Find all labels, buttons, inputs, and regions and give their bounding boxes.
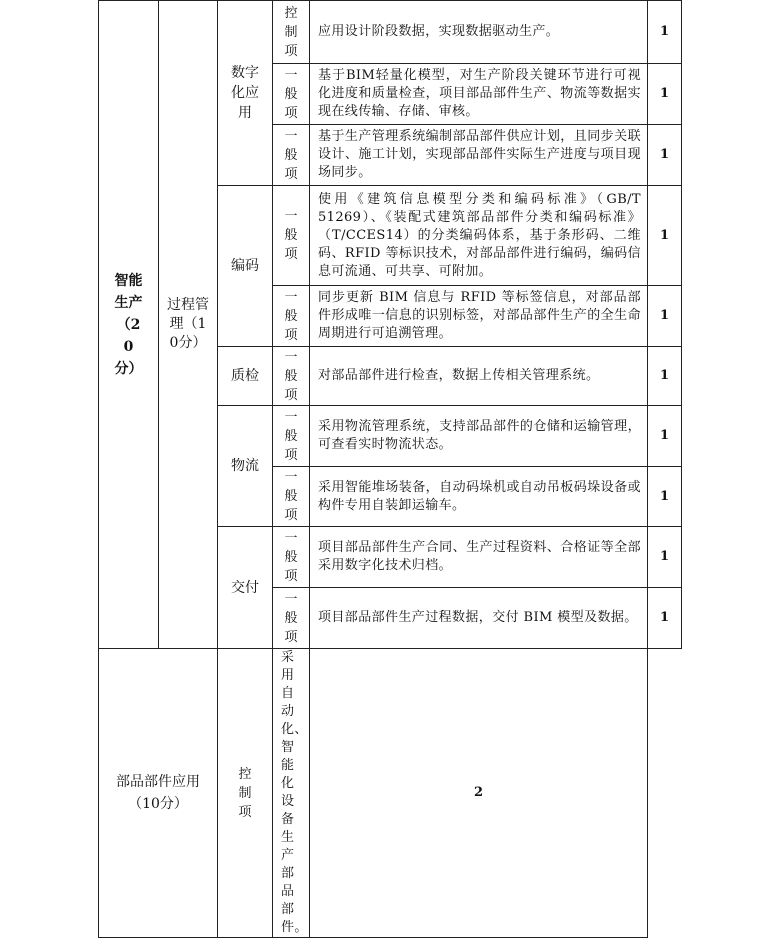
score-cell <box>648 186 682 286</box>
item-type-cell <box>218 649 273 938</box>
score-value: 1 <box>659 308 670 323</box>
sub-item-cell <box>218 186 273 347</box>
item-type: 一般项 <box>284 209 298 262</box>
item-type: 一般项 <box>284 128 298 182</box>
process-mgmt-label: 过程管理（10分） <box>167 297 209 351</box>
sub-item-label: 数字化应用 <box>231 65 259 121</box>
content-cell <box>310 588 648 649</box>
score-value: 1 <box>659 428 670 443</box>
sub-item-label: 编码 <box>231 258 259 274</box>
score-cell <box>648 286 682 347</box>
content-text: 应用设计阶段数据，实现数据驱动生产。 <box>318 24 560 39</box>
item-type-cell <box>273 125 310 186</box>
process-mgmt-cell <box>159 1 218 649</box>
item-type: 一般项 <box>284 409 298 463</box>
score-value: 1 <box>659 488 670 504</box>
score-value: 1 <box>659 147 670 162</box>
content-text: 项目部品部件生产合同、生产过程资料、合格证等全部采用数字化技术归档。 <box>318 540 641 573</box>
score-cell <box>648 406 682 467</box>
score-cell <box>648 467 682 527</box>
item-type: 一般项 <box>284 289 298 343</box>
score-cell <box>648 527 682 588</box>
sub-item-cell <box>218 347 273 406</box>
content-cell <box>310 406 648 467</box>
content-cell <box>310 1 648 64</box>
table-row <box>99 649 682 938</box>
evaluation-table <box>98 0 682 938</box>
item-type: 一般项 <box>284 470 298 523</box>
component-app-cell <box>99 649 218 938</box>
score-value: 1 <box>659 24 670 39</box>
sub-item-label: 质检 <box>231 368 259 384</box>
sub-item-cell <box>218 1 273 186</box>
item-type-cell <box>273 186 310 286</box>
item-type: 控制项 <box>238 766 252 820</box>
score-value: 1 <box>659 610 670 625</box>
content-text: 项目部品部件生产过程数据，交付 BIM 模型及数据。 <box>318 610 638 625</box>
score-value: 1 <box>659 549 670 564</box>
content-cell <box>310 347 648 406</box>
content-cell <box>310 125 648 186</box>
item-type-cell <box>273 347 310 406</box>
content-cell <box>273 649 310 938</box>
category-label: 智能生产（20分） <box>114 272 143 377</box>
item-type: 一般项 <box>284 67 298 121</box>
sub-item-cell <box>218 406 273 527</box>
content-text: 采用物流管理系统，支持部品部件的仓储和运输管理，可查看实时物流状态。 <box>318 419 641 452</box>
item-type: 控制项 <box>284 5 298 59</box>
score-value: 1 <box>659 227 670 243</box>
score-cell <box>648 64 682 125</box>
item-type: 一般项 <box>284 349 298 403</box>
item-type: 一般项 <box>284 530 298 584</box>
content-text: 同步更新 BIM 信息与 RFID 等标签信息，对部品部件形成唯一信息的识别标签，对部品部件生产的全生命周期进行可追溯管理。 <box>318 290 641 341</box>
content-cell <box>310 286 648 347</box>
content-cell <box>310 467 648 527</box>
item-type-cell <box>273 286 310 347</box>
score-value: 1 <box>659 368 670 383</box>
score-cell <box>648 125 682 186</box>
content-text: 采用自动化、智能化设备生产部品部件。 <box>281 650 308 935</box>
score-cell <box>310 649 648 938</box>
score-value: 2 <box>473 785 484 800</box>
content-text: 采用智能堆场装备，自动码垛机或自动吊板码垛设备或构件专用自装卸运输车。 <box>318 479 641 513</box>
score-cell <box>648 347 682 406</box>
sub-item-cell <box>218 527 273 649</box>
score-value: 1 <box>659 86 670 101</box>
component-app-label: 部品部件应用（10分） <box>116 774 200 812</box>
content-text: 基于生产管理系统编制部品部件供应计划，且同步关联设计、施工计划，实现部品部件实际生产进度与项目现场同步。 <box>318 129 641 180</box>
category-cell <box>99 1 159 649</box>
content-text: 基于BIM轻量化模型，对生产阶段关键环节进行可视化进度和质量检查，项目部品部件生产、物流等数据实现在线传输、存储、审核。 <box>318 68 641 119</box>
table-row <box>99 1 682 64</box>
item-type-cell <box>273 1 310 64</box>
content-cell <box>310 527 648 588</box>
score-cell <box>648 588 682 649</box>
item-type-cell <box>273 64 310 125</box>
item-type-cell <box>273 588 310 649</box>
content-text: 对部品部件进行检查，数据上传相关管理系统。 <box>318 368 600 383</box>
sub-item-label: 交付 <box>231 579 259 596</box>
item-type: 一般项 <box>284 591 298 645</box>
score-cell <box>648 1 682 64</box>
item-type-cell <box>273 467 310 527</box>
item-type-cell <box>273 406 310 467</box>
content-cell <box>310 64 648 125</box>
content-text: 使用《建筑信息模型分类和编码标准》（GB/T 51269）、《装配式建筑部品部件分类和编码标准》（T/CCES14）的分类编码体系，基于条形码、二维码、RFID 等标识技术，对部品部件进行编码，编码信息可流通、可共享、可附加。 <box>318 191 641 279</box>
item-type-cell <box>273 527 310 588</box>
sub-item-label: 物流 <box>231 458 259 474</box>
content-cell <box>310 186 648 286</box>
